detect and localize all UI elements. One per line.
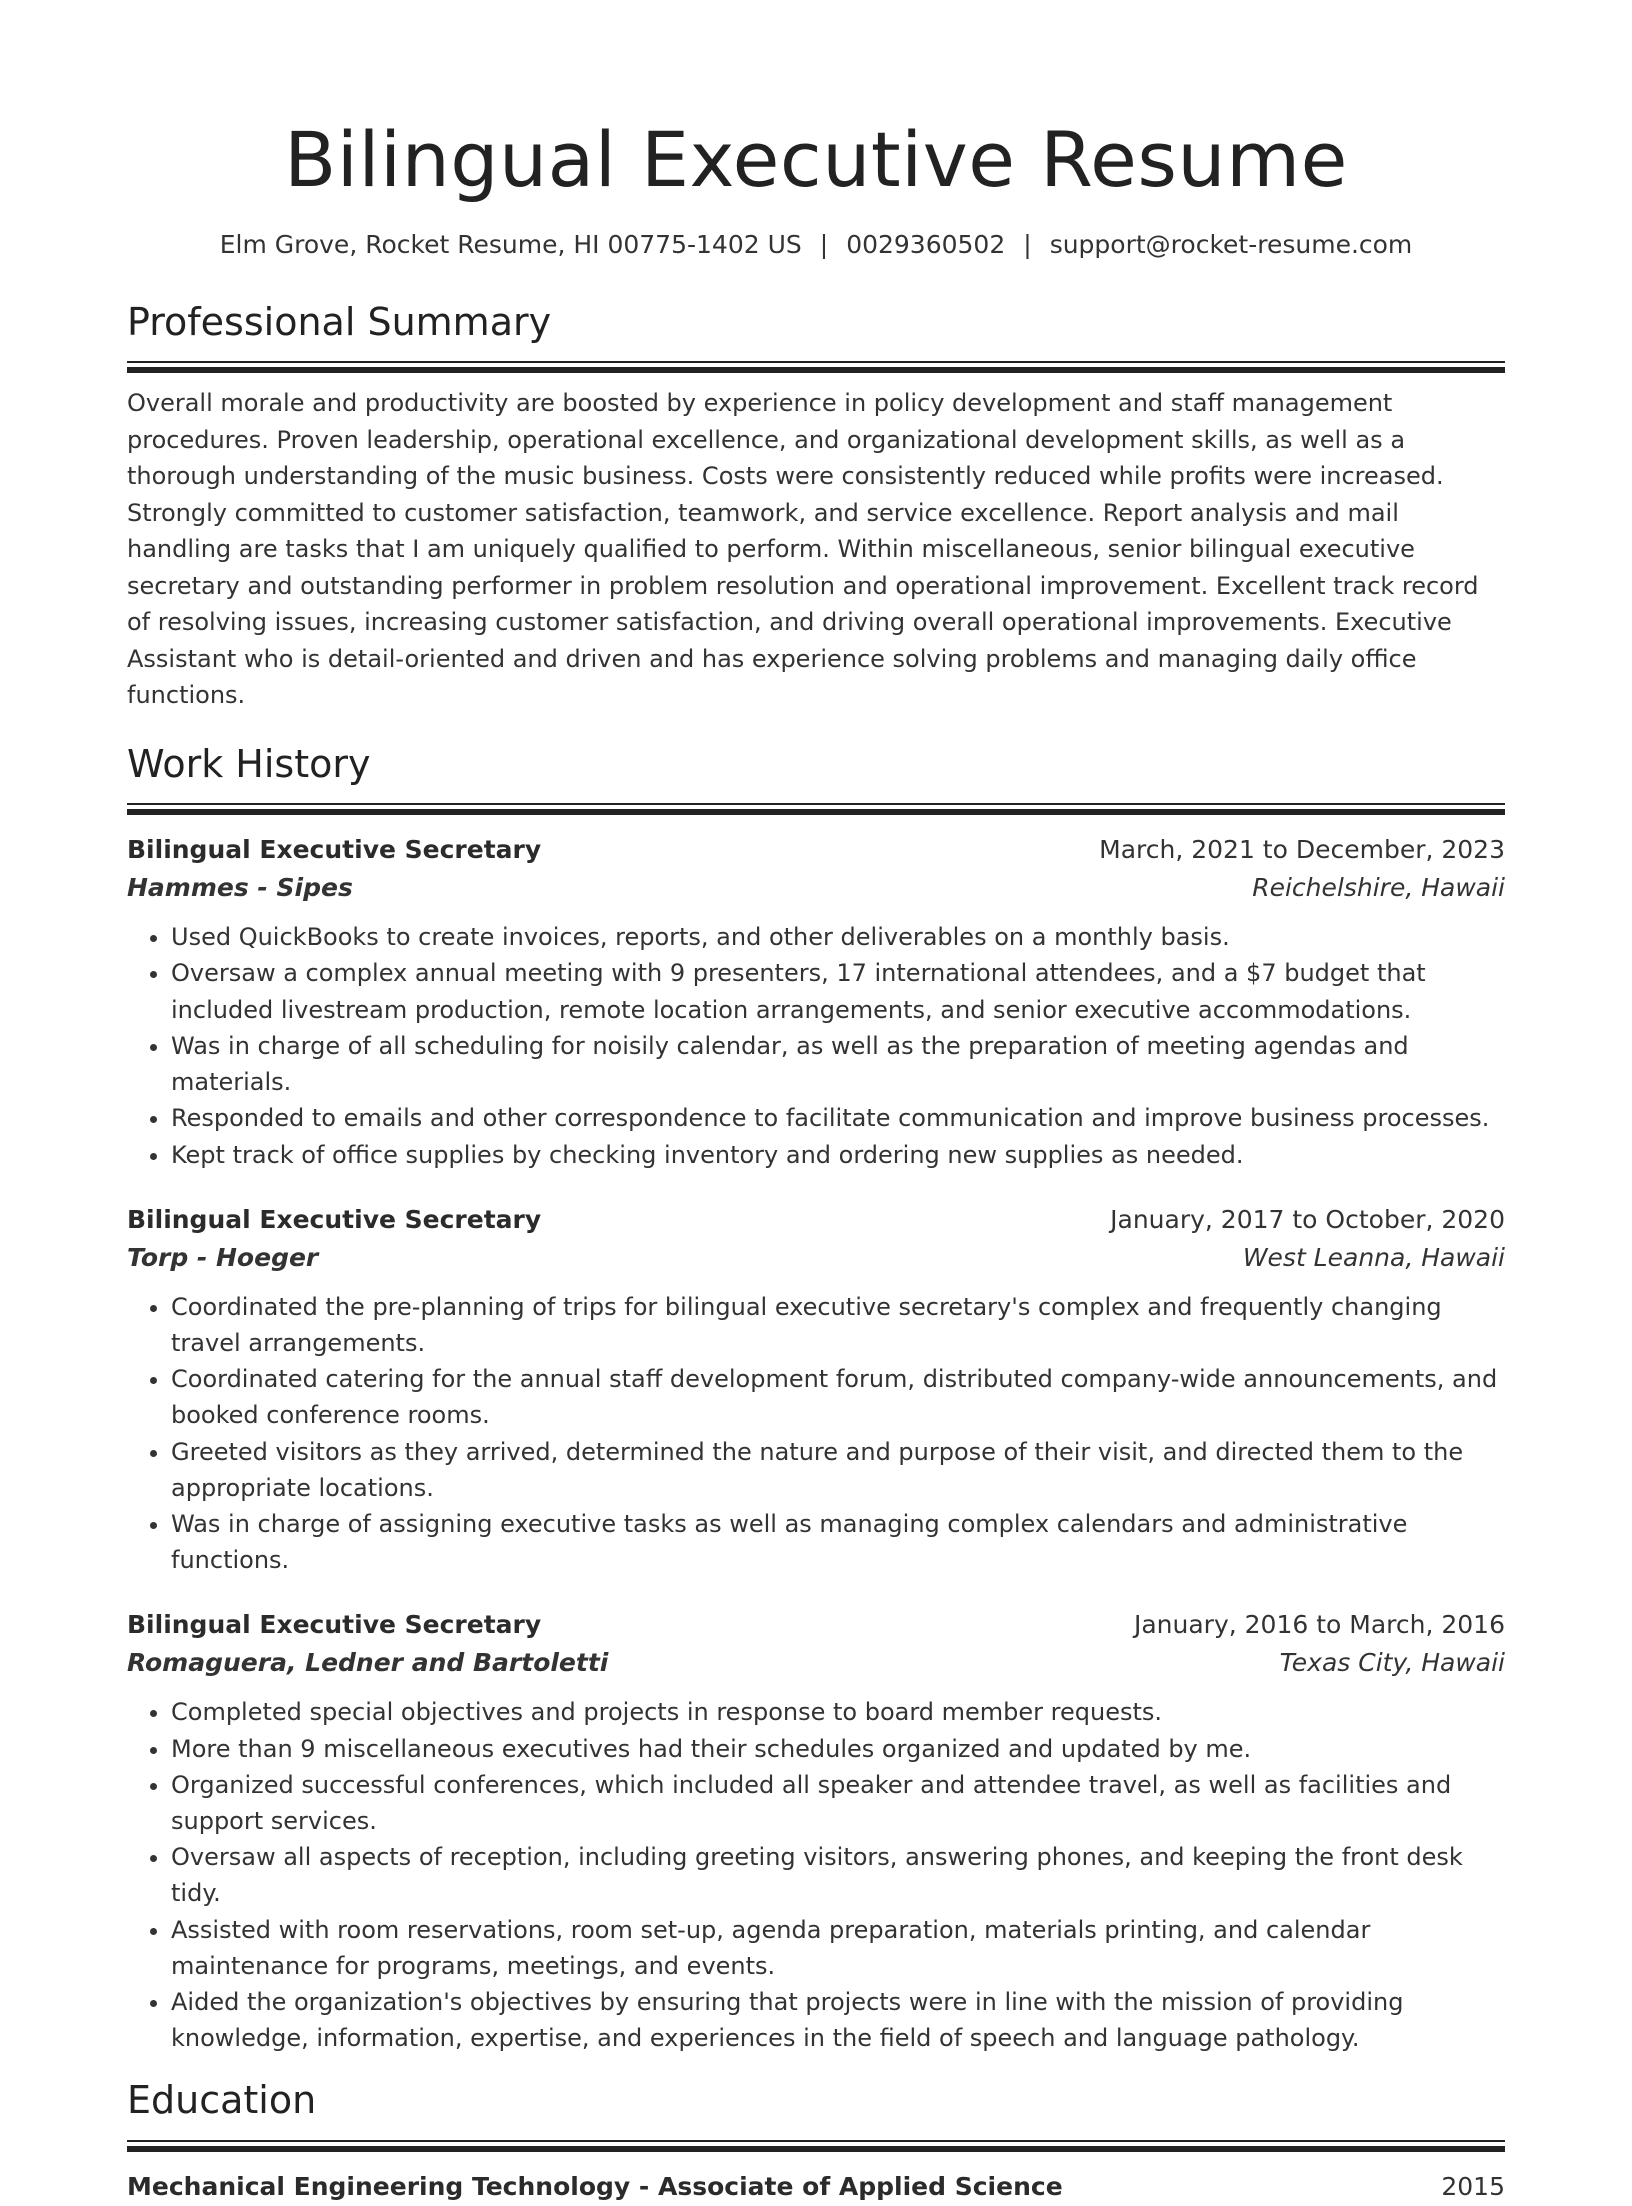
education-degree: Mechanical Engineering Technology - Associate of Applied Science	[127, 2171, 1063, 2201]
job-dates: January, 2017 to October, 2020	[1110, 1204, 1505, 1234]
list-item: • Coordinated the pre-planning of trips for bilingual executive secretary's complex and frequently changing travel arrangements.	[171, 1289, 1505, 1361]
list-item: • Completed special objectives and projects in response to board member requests.	[171, 1694, 1505, 1730]
job-location: Texas City, Hawaii	[1279, 1648, 1505, 1678]
list-item: • Kept track of office supplies by checking inventory and ordering new supplies as needed.	[171, 1137, 1505, 1173]
job-bullets	[127, 919, 1505, 1172]
job-location: Reichelshire, Hawaii	[1252, 873, 1505, 903]
list-item: • Used QuickBooks to create invoices, reports, and other deliverables on a monthly basis.	[171, 919, 1505, 955]
contact-line	[127, 230, 1505, 260]
contact-separator: |	[1023, 229, 1032, 259]
list-item: • Aided the organization's objectives by ensuring that projects were in line with the mission of providing knowledge, information, expertise, and experiences in the field of speech and language pathology.	[171, 1984, 1505, 2056]
job-bullets	[127, 1694, 1505, 2056]
contact-phone: 0029360502	[846, 229, 1006, 259]
section-title-work: Work History	[127, 741, 371, 786]
job-location: West Leanna, Hawaii	[1242, 1242, 1505, 1272]
job-dates: March, 2021 to December, 2023	[1099, 835, 1505, 865]
list-item: • Assisted with room reservations, room set-up, agenda preparation, materials printing, and calendar maintenance for programs, meetings, and events.	[171, 1912, 1505, 1984]
summary-section	[127, 300, 1505, 714]
resume-name: Bilingual Executive Resume	[284, 115, 1348, 204]
job-bullets	[127, 1289, 1505, 1579]
education-section	[127, 2078, 1505, 2206]
job-dates: January, 2016 to March, 2016	[1133, 1610, 1505, 1640]
list-item: • Was in charge of all scheduling for noisily calendar, as well as the preparation of meeting agendas and materials.	[171, 1028, 1505, 1100]
job-entry	[127, 831, 1505, 1172]
list-item: • Oversaw a complex annual meeting with 9 presenters, 17 international attendees, and a $7 budget that included livestream production, remote location arrangements, and senior executive accommodations.	[171, 955, 1505, 1027]
contact-address: Elm Grove, Rocket Resume, HI 00775-1402 US	[219, 229, 802, 259]
list-item: • Oversaw all aspects of reception, including greeting visitors, answering phones, and keeping the front desk tidy.	[171, 1839, 1505, 1911]
education-entry	[127, 2168, 1505, 2206]
work-history-section	[127, 742, 1505, 2057]
job-title: Bilingual Executive Secretary	[127, 1204, 542, 1234]
job-company: Hammes - Sipes	[127, 873, 353, 903]
job-title: Bilingual Executive Secretary	[127, 835, 542, 865]
section-divider	[127, 361, 1505, 373]
list-item: • Coordinated catering for the annual staff development forum, distributed company-wide announcements, and booked conference rooms.	[171, 1361, 1505, 1433]
summary-text: Overall morale and productivity are boosted by experience in policy development and staff management procedures. Proven leadership, operational excellence, and organizational development skills, as well as a thorough understanding of the music business. Costs were consistently reduced while profits were increased. Strongly committed to customer satisfaction, teamwork, and service excellence. Report analysis and mail handling are tasks that I am uniquely qualified to perform. Within miscellaneous, senior bilingual executive secretary and outstanding performer in problem resolution and operational improvement. Excellent track record of resolving issues, increasing customer satisfaction, and driving overall operational improvements. Executive Assistant who is detail-oriented and driven and has experience solving problems and managing daily office functions.	[127, 389, 1479, 710]
job-entry	[127, 1606, 1505, 2056]
job-entry	[127, 1201, 1505, 1579]
list-item: • Organized successful conferences, which included all speaker and attendee travel, as well as facilities and support services.	[171, 1767, 1505, 1839]
list-item: • Was in charge of assigning executive tasks as well as managing complex calendars and administrative functions.	[171, 1506, 1505, 1578]
list-item: • Responded to emails and other correspondence to facilitate communication and improve business processes.	[171, 1100, 1505, 1136]
job-title: Bilingual Executive Secretary	[127, 1610, 542, 1640]
section-title-education: Education	[127, 2078, 317, 2123]
contact-email: support@rocket-resume.com	[1049, 229, 1413, 259]
job-company: Torp - Hoeger	[127, 1242, 319, 1272]
section-title-summary: Professional Summary	[127, 299, 552, 344]
list-item: • Greeted visitors as they arrived, determined the nature and purpose of their visit, and directed them to the appropriate locations.	[171, 1434, 1505, 1506]
education-year: 2015	[1441, 2171, 1505, 2201]
list-item: • More than 9 miscellaneous executives had their schedules organized and updated by me.	[171, 1731, 1505, 1767]
section-divider	[127, 803, 1505, 815]
contact-separator: |	[819, 229, 829, 259]
job-company: Romaguera, Ledner and Bartoletti	[127, 1648, 609, 1678]
section-divider	[127, 2140, 1505, 2152]
